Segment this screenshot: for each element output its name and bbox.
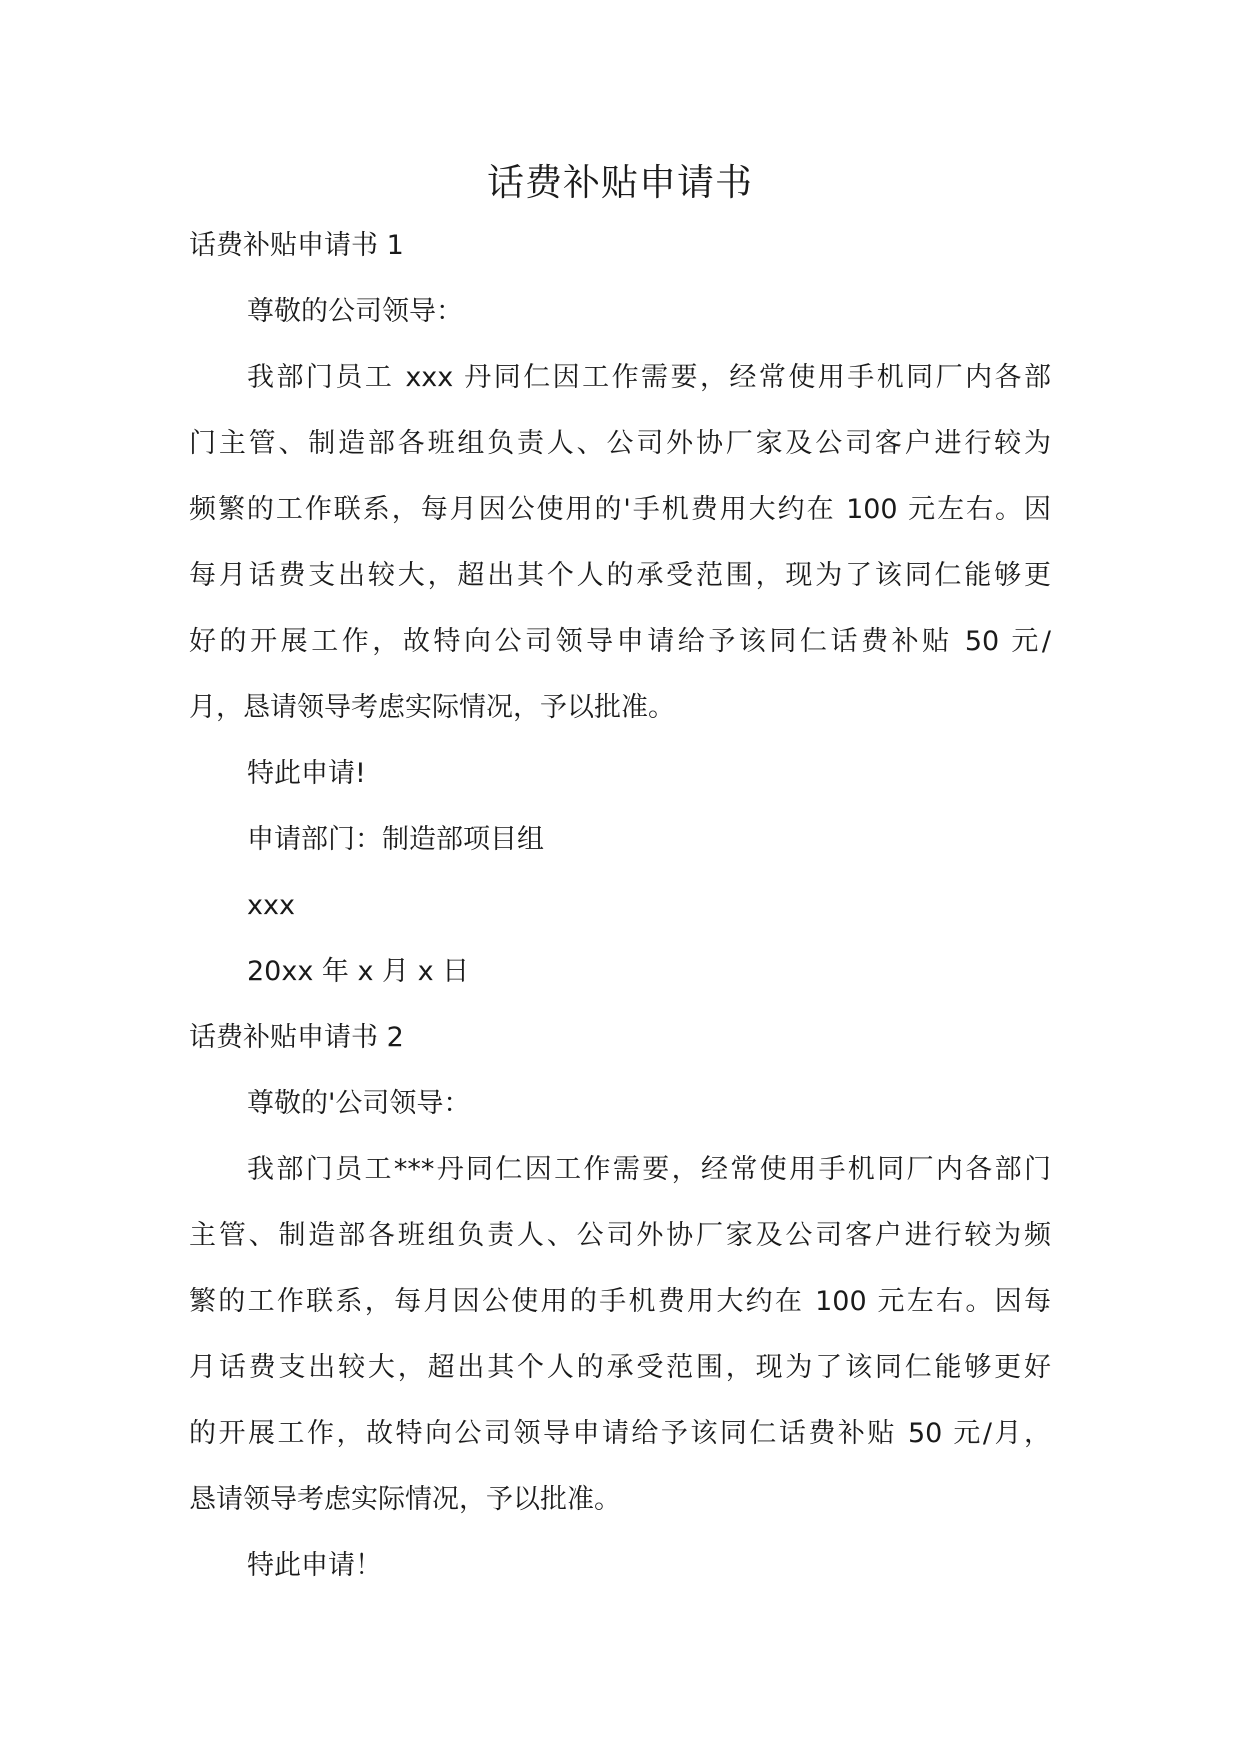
letter2-body-line: 月话费支出较大，超出其个人的承受范围，现为了该同仁能够更好	[189, 1352, 1051, 1383]
letter1-date: 20xx 年 x 月 x 日	[247, 956, 470, 987]
letter2-salutation: 尊敬的'公司领导：	[247, 1088, 471, 1119]
letter1-body-line: 好的开展工作，故特向公司领导申请给予该同仁话费补贴 50 元/	[189, 626, 1051, 657]
letter2-body-line: 的开展工作，故特向公司领导申请给予该同仁话费补贴 50 元/月，	[189, 1418, 1051, 1449]
letter2-body-line: 我部门员工***丹同仁因工作需要，经常使用手机同厂内各部门	[247, 1154, 1051, 1185]
letter2-body-line: 繁的工作联系，每月因公使用的手机费用大约在 100 元左右。因每	[189, 1286, 1051, 1317]
letter2-closing: 特此申请！	[247, 1550, 382, 1581]
letter1-body-line: 我部门员工 xxx 丹同仁因工作需要，经常使用手机同厂内各部	[247, 362, 1051, 393]
letter2-heading: 话费补贴申请书 2	[189, 1022, 404, 1053]
letter1-body-line: 门主管、制造部各班组负责人、公司外协厂家及公司客户进行较为	[189, 428, 1051, 459]
letter1-salutation: 尊敬的公司领导：	[247, 296, 463, 327]
letter1-department: 申请部门：制造部项目组	[247, 824, 544, 855]
document-title: 话费补贴申请书	[487, 161, 753, 204]
letter1-heading: 话费补贴申请书 1	[189, 230, 404, 261]
letter1-body-line: 每月话费支出较大，超出其个人的承受范围，现为了该同仁能够更	[189, 560, 1051, 591]
letter1-signature: xxx	[247, 890, 295, 921]
letter1-closing: 特此申请!	[247, 758, 366, 789]
letter1-body-line: 月，恳请领导考虑实际情况，予以批准。	[189, 692, 675, 723]
letter2-body-line: 主管、制造部各班组负责人、公司外协厂家及公司客户进行较为频	[189, 1220, 1051, 1251]
letter1-body-line: 频繁的工作联系，每月因公使用的'手机费用大约在 100 元左右。因	[189, 494, 1051, 525]
letter2-body-line: 恳请领导考虑实际情况，予以批准。	[189, 1484, 621, 1515]
